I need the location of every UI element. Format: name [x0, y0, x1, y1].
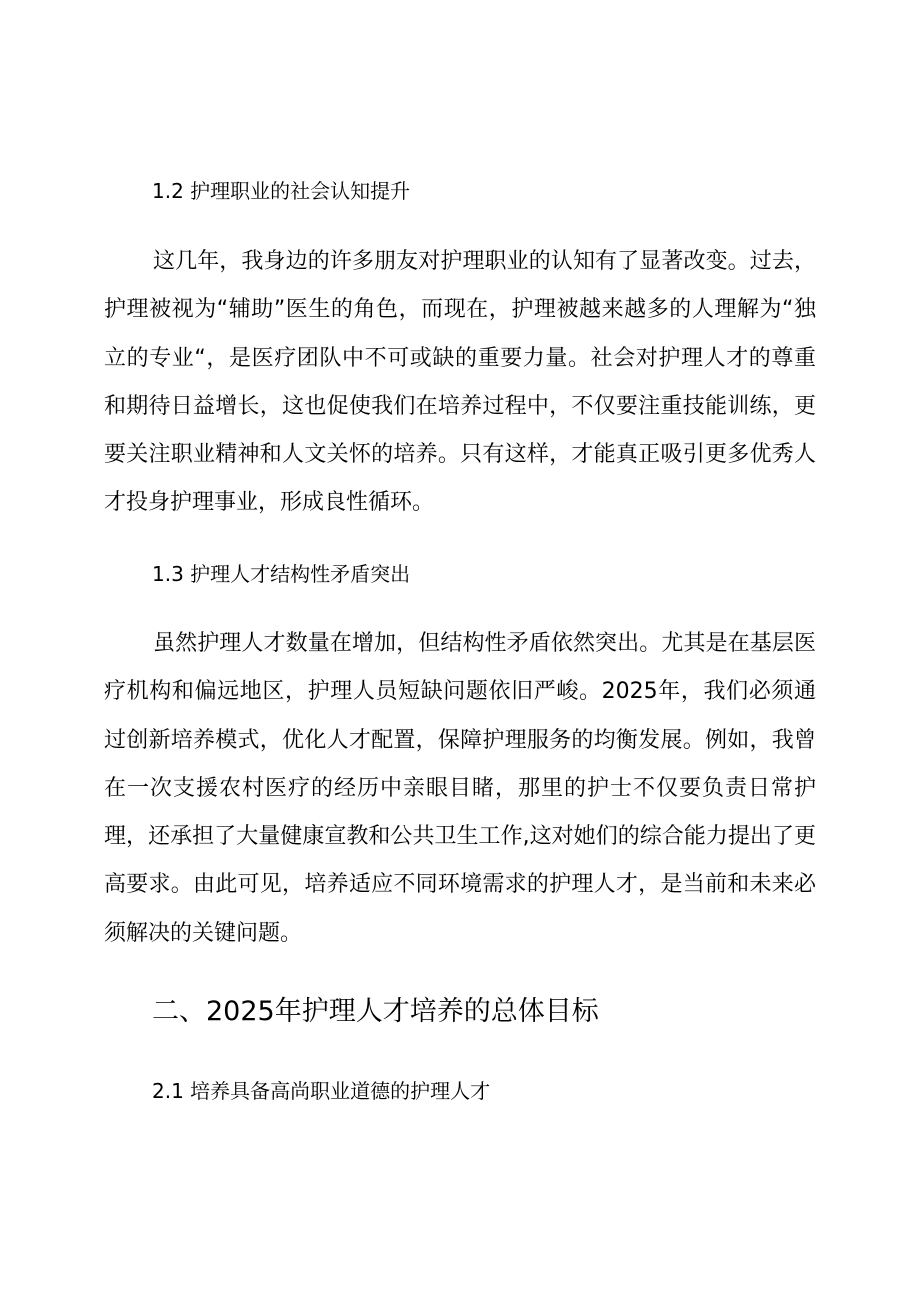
chapter-2-heading: 二、2025年护理人才培养的总体目标	[152, 996, 599, 1027]
section-1-2-title: 1.2 护理职业的社会认知提升	[152, 179, 411, 203]
section-1-2-paragraph: 这几年，我身边的许多朋友对护理职业的认知有了显著改变。过去，护理被视为“辅助”医生的角色，而现在，护理被越来越多的人理解为“独立的专业“，是医疗团队中不可或缺的重要力量。社会对护理人才的尊重和期待日益增长，这也促使我们在培养过程中，不仅要注重技能训练，更要关注职业精神和人文关怀的培养。只有这样，才能真正吸引更多优秀人才投身护理事业，形成良性循环。	[104, 249, 816, 516]
section-2-1-title: 2.1 培养具备高尚职业道德的护理人才	[152, 1079, 491, 1103]
section-1-3-paragraph: 虽然护理人才数量在增加，但结构性矛盾依然突出。尤其是在基层医疗机构和偏远地区，护理人员短缺问题依旧严峻。2025年，我们必须通过创新培养模式，优化人才配置，保障护理服务的均衡发展。例如，我曾在一次支援农村医疗的经历中亲眼目睹，那里的护士不仅要负责日常护理，还承担了大量健康宣教和公共卫生工作,这对她们的综合能力提出了更高要求。由此可见，培养适应不同环境需求的护理人才，是当前和未来必须解决的关键问题。	[104, 631, 816, 946]
section-1-3-title: 1.3 护理人才结构性矛盾突出	[152, 562, 411, 586]
